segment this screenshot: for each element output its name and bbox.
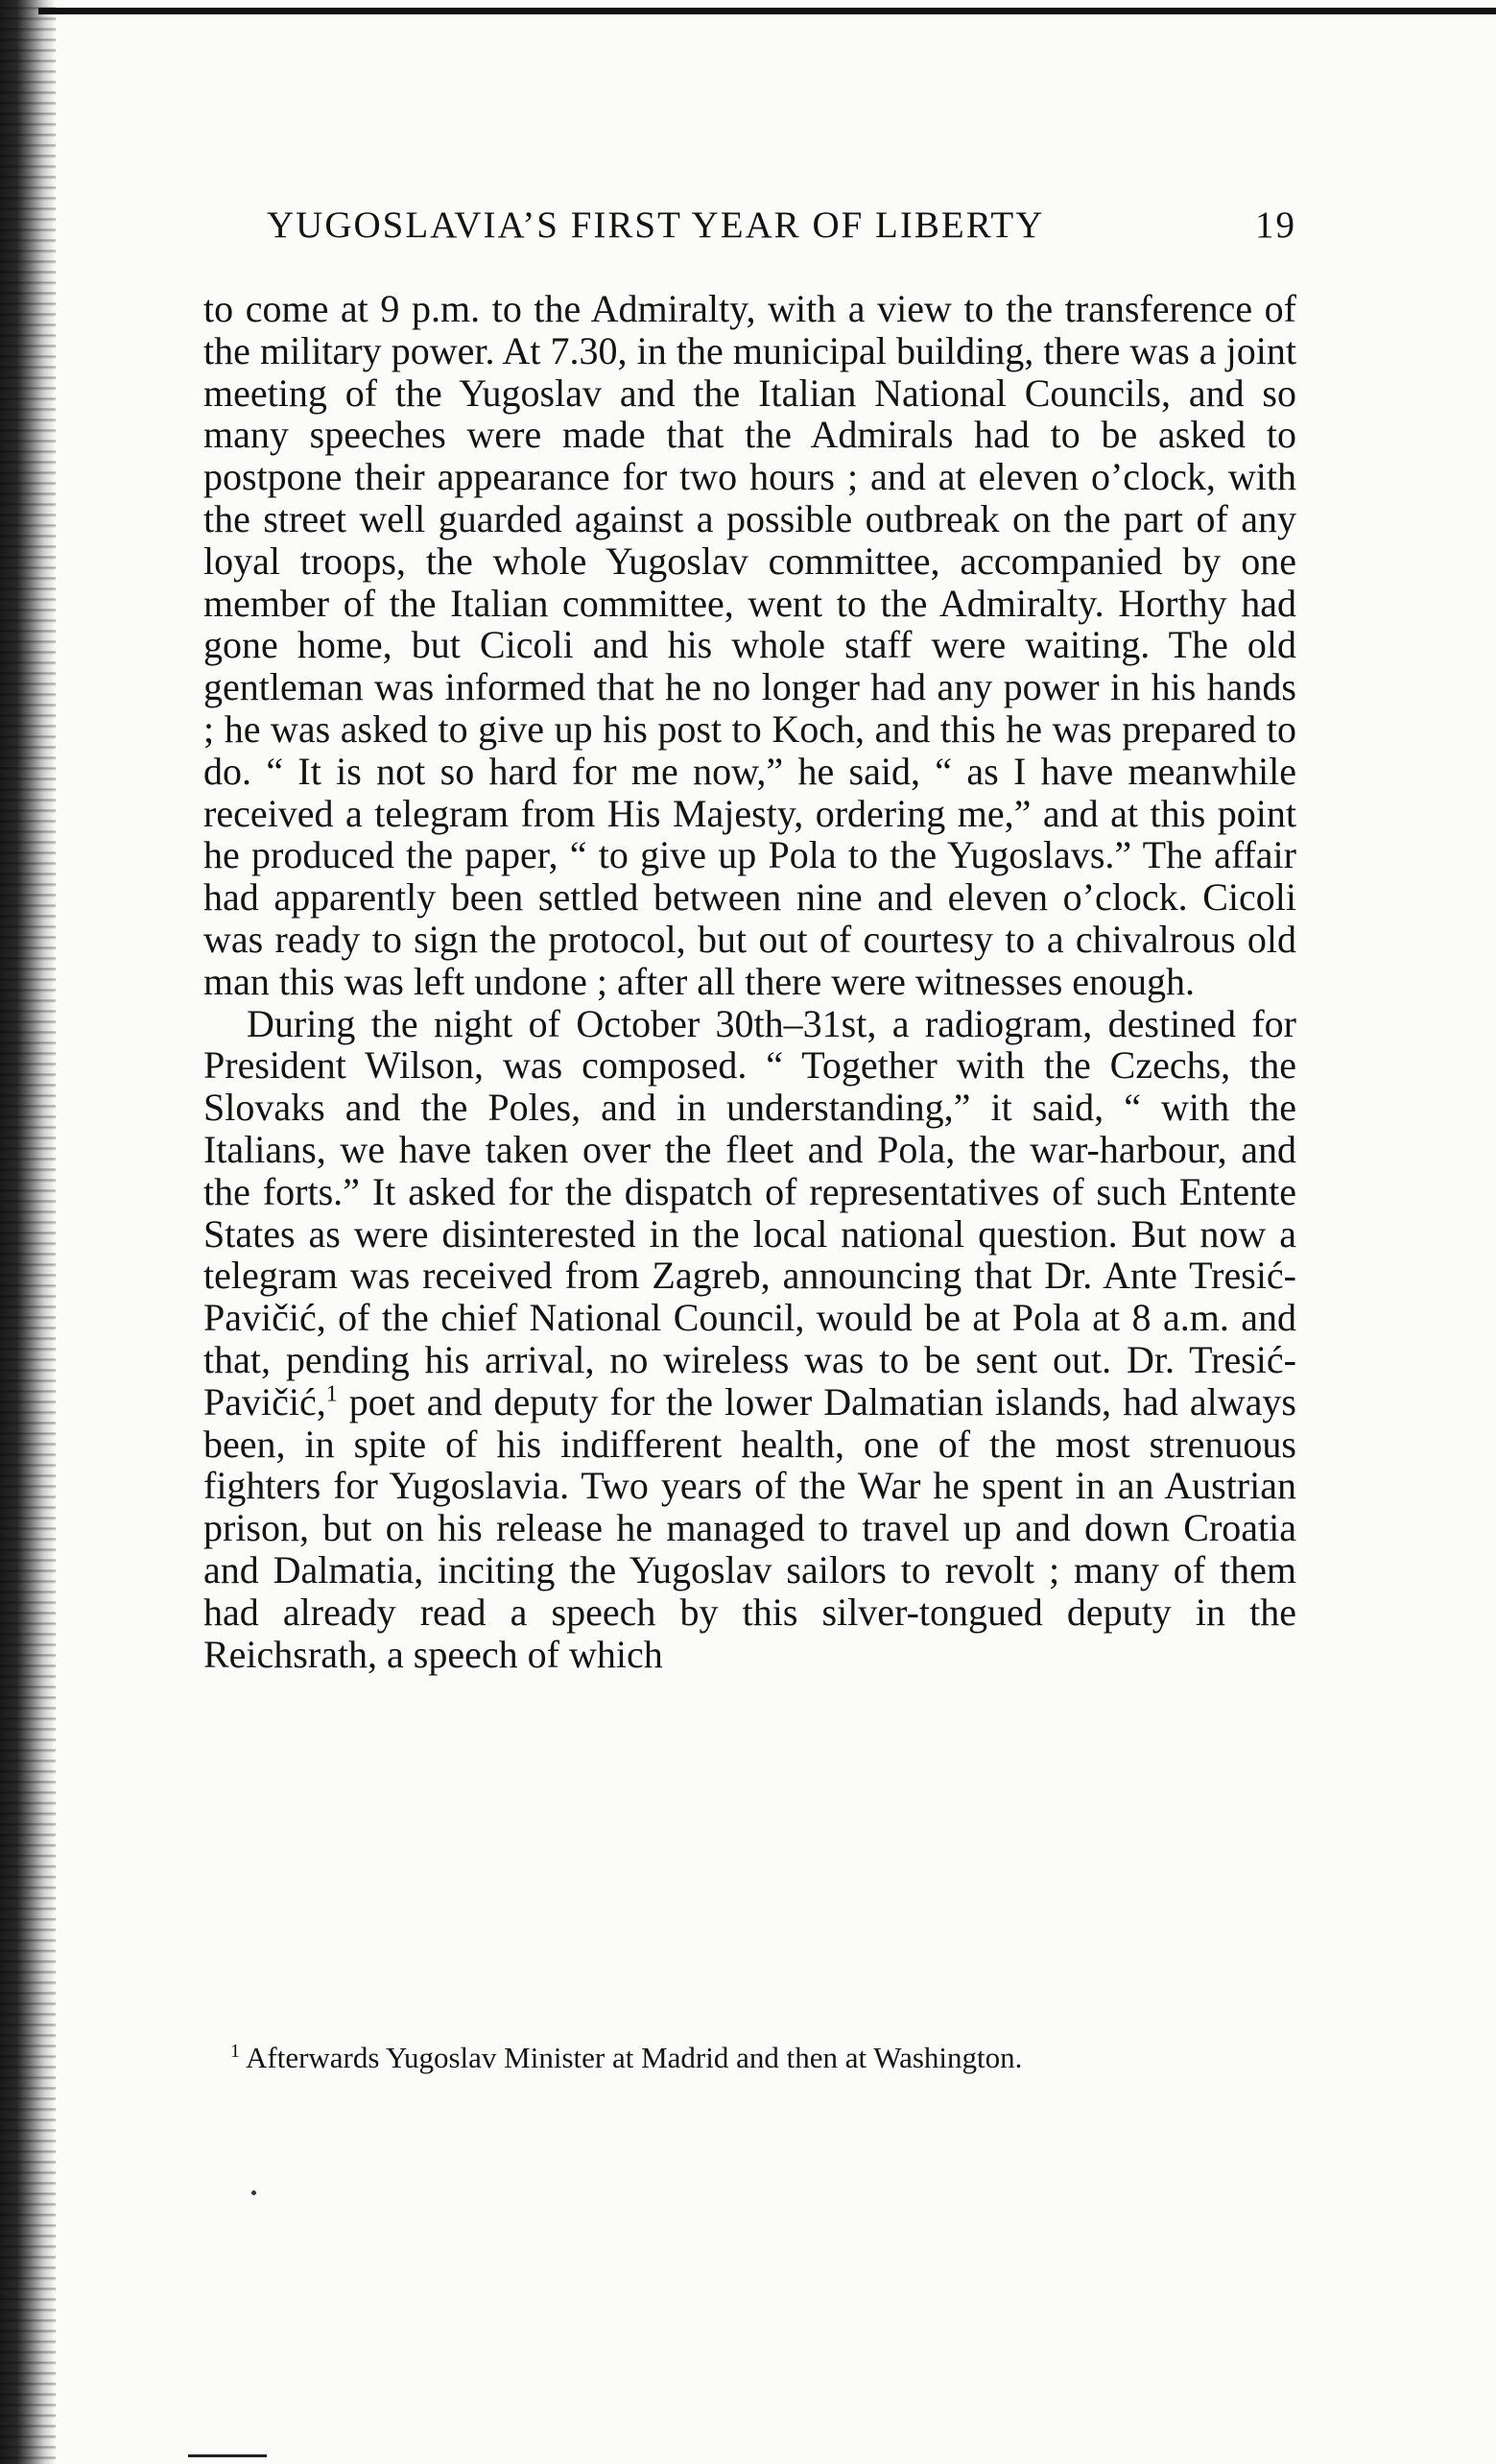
- scan-bottom-mark: [188, 2454, 267, 2457]
- running-title: YUGOSLAVIA’S FIRST YEAR OF LIBERTY: [267, 204, 1045, 246]
- footnote-mark: 1: [230, 2040, 240, 2062]
- scan-top-edge: [38, 8, 1496, 14]
- paragraph-2-text-b: poet and deputy for the lower Dalmatian islands, had always been, in spite of his indifferent health, one of the most strenuous fighters for Yugoslavia. Two years of the War he spent in an Austrian prison, but on his release he managed to travel up and down Croatia and Dalmatia, inciting the Yugoslav sailors to revolt ; many of them had already read a speech by this silver-tongued deputy in the Reichsrath, a speech of which: [203, 1379, 1296, 1676]
- ink-speck: [251, 2190, 256, 2195]
- scan-binding-edge: [0, 0, 56, 2464]
- footnote-reference: 1: [325, 1381, 338, 1407]
- paragraph-2: [203, 1003, 1296, 1676]
- paragraph-2-text-a: During the night of October 30th–31st, a radiogram, destined for President Wilson, was composed. “ Together with the Czechs, the Slovaks and the Poles, and in understanding,” it said, “ with the Italians, we have taken over the fleet and Pola, the war-harbour, and the forts.” It asked for the dispatch of representatives of such Entente States as were disinterested in the local national question. But now a telegram was received from Zagreb, announcing that Dr. Ante Tresić-Pavičić, of the chief National Council, would be at Pola at 8 a.m. and that, pending his arrival, no wireless was to be sent out. Dr. Tresić-Pavičić,: [203, 1001, 1296, 1423]
- footnote: [230, 2041, 1296, 2075]
- footnote-text: Afterwards Yugoslav Minister at Madrid and then at Washington.: [246, 2041, 1023, 2074]
- page-number: 19: [1255, 204, 1296, 246]
- page-header: [267, 203, 1296, 261]
- paragraph-1: to come at 9 p.m. to the Admiralty, with a view to the transference of the military power. At 7.30, in the municipal building, there was a joint meeting of the Yugoslav and the Italian National Councils, and so many speeches were made that the Admirals had to be asked to postpone their appearance for two hours ; and at eleven o’clock, with the street well guarded against a possible outbreak on the part of any loyal troops, the whole Yugoslav committee, accompanied by one member of the Italian committee, went to the Admiralty. Horthy had gone home, but Cicoli and his whole staff were waiting. The old gentleman was informed that he no longer had any power in his hands ; he was asked to give up his post to Koch, and this he was prepared to do. “ It is not so hard for me now,” he said, “ as I have meanwhile received a telegram from His Majesty, ordering me,” and at this point he produced the paper, “ to give up Pola to the Yugoslavs.” The affair had apparently been settled between nine and eleven o’clock. Cicoli was ready to sign the protocol, but out of courtesy to a chivalrous old man this was left undone ; after all there were witnesses enough.: [203, 287, 1296, 1003]
- body-text: [203, 288, 1296, 1675]
